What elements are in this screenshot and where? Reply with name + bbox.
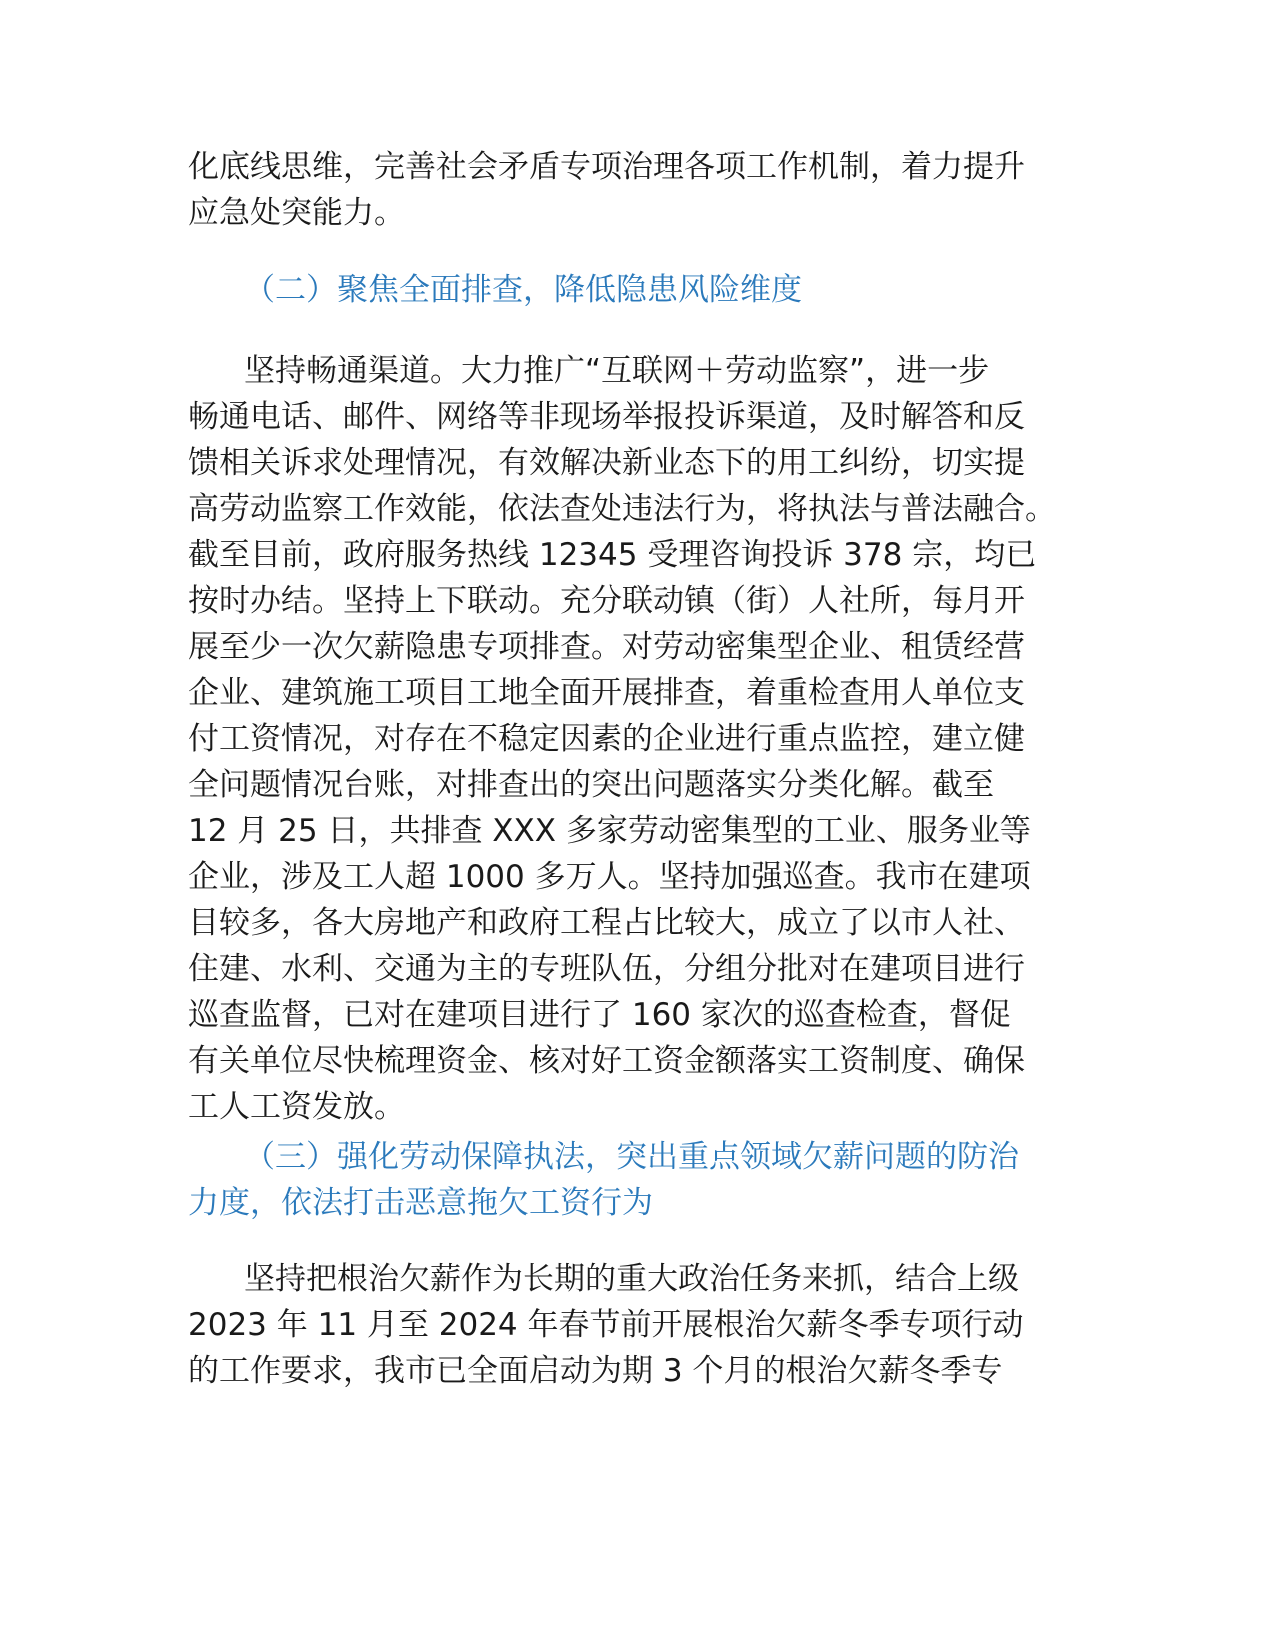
paragraph-line: 截至目前，政府服务热线 12345 受理咨询投诉 378 宗，均已 bbox=[188, 537, 1037, 573]
paragraph-line: 的工作要求，我市已全面启动为期 3 个月的根治欠薪冬季专 bbox=[188, 1353, 1003, 1389]
paragraph-line: 有关单位尽快梳理资金、核对好工资金额落实工资制度、确保 bbox=[188, 1043, 1025, 1079]
paragraph-line: 2023 年 11 月至 2024 年春节前开展根治欠薪冬季专项行动 bbox=[188, 1307, 1024, 1343]
paragraph-line: 展至少一次欠薪隐患专项排查。对劳动密集型企业、租赁经营 bbox=[188, 629, 1025, 665]
paragraph-line: 工人工资发放。 bbox=[188, 1089, 405, 1125]
paragraph-line: 企业、建筑施工项目工地全面开展排查，着重检查用人单位支 bbox=[188, 675, 1025, 711]
paragraph-line: 全问题情况台账，对排查出的突出问题落实分类化解。截至 bbox=[188, 767, 994, 803]
heading-line: （三）强化劳动保障执法，突出重点领域欠薪问题的防治 bbox=[244, 1139, 1019, 1175]
paragraph-line: 坚持把根治欠薪作为长期的重大政治任务来抓，结合上级 bbox=[244, 1261, 1019, 1297]
paragraph-line: 馈相关诉求处理情况，有效解决新业态下的用工纠纷，切实提 bbox=[188, 445, 1025, 481]
section-heading-3 bbox=[188, 1134, 1088, 1226]
paragraph-line: 坚持畅通渠道。大力推广“互联网＋劳动监察”，进一步 bbox=[244, 353, 990, 389]
section-heading-2 bbox=[188, 267, 1088, 313]
paragraph-line: 按时办结。坚持上下联动。充分联动镇（街）人社所，每月开 bbox=[188, 583, 1025, 619]
paragraph-line: 付工资情况，对存在不稳定因素的企业进行重点监控，建立健 bbox=[188, 721, 1025, 757]
paragraph-line: 化底线思维，完善社会矛盾专项治理各项工作机制，着力提升 bbox=[188, 149, 1025, 185]
paragraph-line: 畅通电话、邮件、网络等非现场举报投诉渠道，及时解答和反 bbox=[188, 399, 1025, 435]
paragraph-line: 高劳动监察工作效能，依法查处违法行为，将执法与普法融合。 bbox=[188, 491, 1056, 527]
section-3-paragraph bbox=[188, 1256, 1088, 1394]
paragraph-line: 住建、水利、交通为主的专班队伍，分组分批对在建项目进行 bbox=[188, 951, 1025, 987]
section-2-paragraph bbox=[188, 348, 1088, 1130]
paragraph-line: 巡查监督，已对在建项目进行了 160 家次的巡查检查，督促 bbox=[188, 997, 1011, 1033]
intro-paragraph bbox=[188, 144, 1088, 236]
paragraph-line: 12 月 25 日，共排查 XXX 多家劳动密集型的工业、服务业等 bbox=[188, 813, 1031, 849]
paragraph-line: 企业，涉及工人超 1000 多万人。坚持加强巡查。我市在建项 bbox=[188, 859, 1031, 895]
heading-line: 力度，依法打击恶意拖欠工资行为 bbox=[188, 1185, 653, 1221]
paragraph-line: 目较多，各大房地产和政府工程占比较大，成立了以市人社、 bbox=[188, 905, 1025, 941]
paragraph-line: 应急处突能力。 bbox=[188, 195, 405, 231]
heading-line: （二）聚焦全面排查，降低隐患风险维度 bbox=[244, 272, 802, 308]
